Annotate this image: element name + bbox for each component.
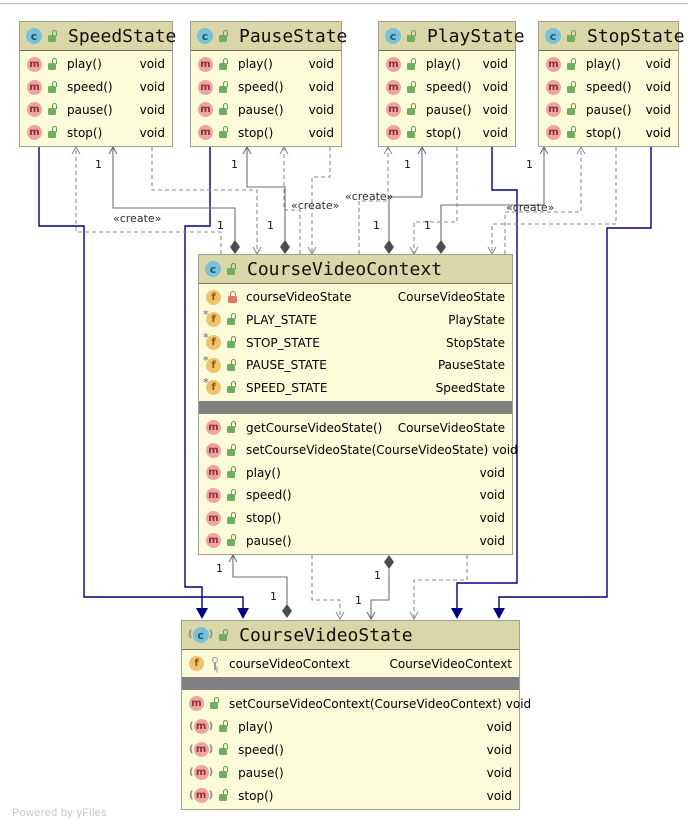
class-header[interactable] [199,255,512,284]
class-icon: c [26,28,42,44]
method-row[interactable] [191,76,341,99]
class-members [539,51,678,146]
static-modifier-icon: * [203,308,209,322]
member-name: speed() [238,80,284,95]
static-field-icon: f * [206,358,221,373]
static-field-icon: f * [206,380,221,395]
class-title: StopState [587,25,685,47]
lock-open-icon [48,103,59,116]
multiplicity-label: 1 [526,158,533,171]
member-type: void [139,125,165,140]
member-name: speed() [67,80,113,95]
lock-open-icon [219,766,230,779]
member-type: void [645,125,671,140]
member-type: void [308,80,334,95]
class-title: CourseVideoContext [247,258,443,280]
multiplicity-label: 1 [404,158,411,171]
abstract-paren: ) [208,743,214,755]
method-icon: m [386,57,401,72]
abstract-paren: ( [189,789,194,801]
member-type: void [139,80,165,95]
method-row[interactable] [539,53,678,76]
method-icon: m [546,80,561,95]
method-row[interactable] [20,76,172,99]
member-name: STOP_STATE [246,335,320,350]
member-type: CourseVideoState [397,290,505,305]
field-row[interactable] [199,377,512,400]
lock-open-icon [227,381,238,394]
member-type: void [486,788,512,803]
yfiles-watermark: Powered by yFiles [12,807,107,819]
method-icon: m [27,57,42,72]
class-node-PauseState[interactable] [190,21,348,147]
lock-open-icon [219,629,230,642]
lock-open-icon [567,103,578,116]
static-modifier-icon: * [203,376,209,390]
member-type: void [486,742,512,757]
method-row[interactable] [191,53,341,76]
member-name: speed() [426,80,472,95]
method-icon: m [189,696,204,711]
method-row[interactable] [182,715,519,738]
method-row[interactable] [379,121,515,144]
member-name: setCourseVideoState(CourseVideoState) [246,443,489,458]
class-node-SpeedState[interactable] [19,21,177,147]
lock-open-icon [227,263,238,276]
member-name: play() [426,57,461,72]
multiplicity-label: 1 [424,219,431,232]
class-members [199,284,518,554]
member-name: pause() [586,102,632,117]
stereotype-label: «create» [506,201,555,214]
multiplicity-label: 1 [270,590,277,603]
class-members [379,51,515,146]
member-type: void [482,80,508,95]
multiplicity-label: 1 [217,219,224,232]
field-row[interactable] [199,309,512,332]
multiplicity-label: 1 [374,569,381,582]
method-icon: m [198,57,213,72]
member-name: stop() [246,511,282,526]
abstract-paren: ) [208,720,214,732]
lock-closed-icon [227,291,238,304]
lock-open-icon [567,81,578,94]
method-row[interactable] [379,99,515,122]
method-icon: m [198,80,213,95]
method-row[interactable] [182,692,532,715]
lock-open-icon [227,489,238,502]
method-row[interactable] [182,761,519,784]
lock-open-icon [219,81,230,94]
method-row[interactable] [20,53,172,76]
method-icon: m [386,125,401,140]
member-name: stop() [67,125,103,140]
lock-open-icon [227,421,238,434]
member-type: PauseState [437,358,505,373]
method-icon: m [198,125,213,140]
class-header[interactable] [379,22,525,51]
abstract-method-icon: ( m ) [189,766,214,778]
lock-open-icon [227,466,238,479]
member-type: void [482,57,508,72]
static-field-icon: f * [206,335,221,350]
lock-open-icon [219,30,230,43]
member-name: play() [238,57,273,72]
class-header[interactable] [191,22,348,51]
member-name: pause() [426,102,472,117]
lock-open-icon [219,789,230,802]
abstract-paren: ( [189,766,194,778]
abstract-paren: ) [208,766,214,778]
method-icon: m [546,125,561,140]
member-name: speed() [246,488,292,503]
member-name: stop() [426,125,462,140]
method-row[interactable] [182,784,519,807]
stereotype-label: «create» [291,199,340,212]
multiplicity-label: 1 [231,158,238,171]
lock-open-icon [407,103,418,116]
lock-open-icon [227,336,238,349]
lock-open-icon [48,30,59,43]
class-header[interactable] [539,22,685,51]
method-row[interactable] [539,99,678,122]
lock-open-icon [227,444,238,457]
multiplicity-label: 1 [373,219,380,232]
member-name: play() [67,57,102,72]
member-name: pause() [67,102,113,117]
method-icon: m [546,57,561,72]
member-name: play() [238,719,273,734]
member-name: stop() [586,125,622,140]
method-row[interactable] [199,416,512,439]
field-row[interactable] [199,354,512,377]
method-icon: m [206,488,221,503]
member-type: void [479,533,505,548]
method-icon: m [27,102,42,117]
abstract-paren: ( [188,629,193,640]
method-row[interactable] [20,99,172,122]
member-type: void [139,102,165,117]
member-name: getCourseVideoState() [246,420,383,435]
member-name: play() [246,465,281,480]
member-name: PAUSE_STATE [246,358,327,373]
method-icon: m [206,420,221,435]
member-type: SpeedState [435,380,505,395]
method-row[interactable] [199,439,518,462]
lock-open-icon [227,512,238,525]
member-name: setCourseVideoContext(CourseVideoContext) [229,696,502,711]
class-node-CourseVideoState[interactable] [181,620,532,810]
class-members [182,650,532,809]
multiplicity-label: 1 [267,219,274,232]
abstract-method-icon: ( m ) [189,743,214,755]
lock-open-icon [219,103,230,116]
method-icon: m [206,511,221,526]
class-members [20,51,172,146]
lock-open-icon [48,81,59,94]
member-type: void [482,102,508,117]
abstract-paren: ) [208,629,214,640]
method-row[interactable] [539,76,678,99]
member-type: void [479,511,505,526]
lock-open-icon [407,81,418,94]
member-name: SPEED_STATE [246,380,328,395]
lock-open-icon [407,58,418,71]
member-type: PlayState [448,312,505,327]
field-row[interactable] [199,286,512,309]
field-icon: f [206,290,221,305]
member-type: CourseVideoContext [389,656,512,671]
method-icon: m [386,102,401,117]
lock-open-icon [567,30,578,43]
member-type: void [486,765,512,780]
member-type: void [505,696,532,711]
lock-open-icon [227,534,238,547]
abstract-method-icon: ( m ) [189,720,214,732]
class-title: SpeedState [68,25,177,47]
abstract-paren: ( [189,720,194,732]
abstract-method-icon: ( m ) [189,789,214,801]
member-name: pause() [238,765,284,780]
static-field-icon: f * [206,312,221,327]
member-type: void [479,488,505,503]
method-icon: m [546,102,561,117]
member-type: void [645,80,671,95]
lock-open-icon [407,30,418,43]
member-separator [199,401,512,414]
method-icon: m [386,80,401,95]
member-name: pause() [246,533,292,548]
lock-open-icon [227,313,238,326]
member-name: courseVideoState [246,290,352,305]
lock-open-icon [219,58,230,71]
class-icon: c [197,28,213,44]
class-title: CourseVideoState [239,624,413,646]
field-row[interactable] [182,652,519,675]
lock-open-icon [48,126,59,139]
class-node-StopState[interactable] [538,21,685,147]
member-type: void [645,102,671,117]
static-modifier-icon: * [203,331,209,345]
member-type: void [486,719,512,734]
member-name: speed() [238,742,284,757]
method-row[interactable] [182,738,519,761]
member-name: pause() [238,102,284,117]
method-icon: m [206,465,221,480]
member-name: play() [586,57,621,72]
member-type: void [308,57,334,72]
method-row[interactable] [379,53,515,76]
method-row[interactable] [199,461,512,484]
abstract-class-icon: ( c ) [188,628,214,642]
method-icon: m [198,102,213,117]
lock-open-icon [210,697,221,710]
method-row[interactable] [191,121,341,144]
method-icon: m [27,125,42,140]
method-icon: m [27,80,42,95]
lock-open-icon [407,126,418,139]
member-name: speed() [586,80,632,95]
key-icon [210,657,221,670]
member-type: void [482,125,508,140]
lock-open-icon [567,58,578,71]
member-type: CourseVideoState [397,420,505,435]
class-icon: c [205,261,221,277]
lock-open-icon [219,720,230,733]
class-icon: c [545,28,561,44]
class-icon: c [385,28,401,44]
lock-open-icon [219,743,230,756]
multiplicity-label: 1 [355,594,362,607]
lock-open-icon [48,58,59,71]
field-row[interactable] [199,331,512,354]
method-icon: m [206,443,221,458]
member-type: void [492,443,518,458]
member-type: void [139,57,165,72]
member-type: void [479,465,505,480]
method-row[interactable] [379,76,515,99]
lock-open-icon [227,359,238,372]
member-separator [182,677,519,690]
member-name: stop() [238,788,274,803]
abstract-paren: ) [208,789,214,801]
member-name: courseVideoContext [229,656,350,671]
field-icon: f [189,656,204,671]
stereotype-label: «create» [113,212,162,225]
class-members [191,51,341,146]
class-node-PlayState[interactable] [378,21,525,147]
class-header[interactable] [182,621,519,650]
abstract-paren: ( [189,743,194,755]
class-title: PauseState [239,25,348,47]
static-modifier-icon: * [203,353,209,367]
method-row[interactable] [199,507,512,530]
class-title: PlayState [427,25,525,47]
method-row[interactable] [199,529,512,552]
method-row[interactable] [20,121,172,144]
member-type: void [308,125,334,140]
member-type: StopState [445,335,505,350]
lock-open-icon [219,126,230,139]
member-type: void [308,102,334,117]
class-node-CourseVideoContext[interactable] [198,254,518,555]
lock-open-icon [567,126,578,139]
method-row[interactable] [199,484,512,507]
member-name: PLAY_STATE [246,312,318,327]
method-row[interactable] [191,99,341,122]
multiplicity-label: 1 [95,158,102,171]
class-header[interactable] [20,22,177,51]
method-row[interactable] [539,121,678,144]
stereotype-label: «create» [345,190,394,203]
member-name: stop() [238,125,274,140]
method-icon: m [206,533,221,548]
member-type: void [645,57,671,72]
multiplicity-label: 1 [216,562,223,575]
